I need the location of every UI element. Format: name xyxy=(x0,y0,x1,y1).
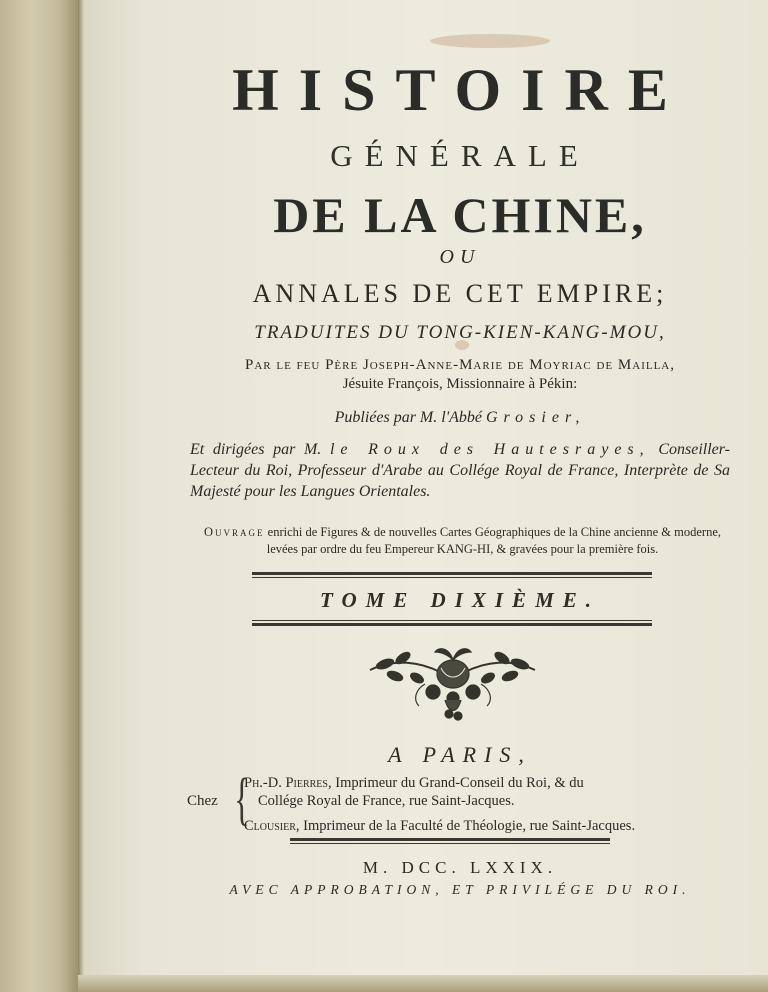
page-edge-shadow xyxy=(78,0,84,992)
author-role: Jésuite François, Missionnaire à Pékin: xyxy=(342,375,578,392)
title-ou: OU xyxy=(439,246,481,268)
bottom-rule-thick xyxy=(252,623,652,626)
publisher-intro: Publiées par M. l'Abbé xyxy=(334,409,486,426)
editor-block xyxy=(190,440,730,502)
author-block xyxy=(180,356,740,394)
printer-pierres-name: Ph.-D. Pierres xyxy=(244,775,328,791)
editor-titles: Conseiller-Lecteur du Roi, Professeur d'Arabe au Collége Royal de France, Interprète de Sa Majesté pour les Langues Orientales. xyxy=(190,441,731,500)
editor-name: le Roux des Hautesrayes, xyxy=(329,441,650,458)
imprint-rule-thin xyxy=(290,843,610,844)
chez-label: Chez xyxy=(187,793,218,809)
subtitle-generale: GÉNÉRALE xyxy=(330,138,590,173)
title-de-la-chine: DE LA CHINE, xyxy=(273,187,647,243)
publisher-name: Grosier, xyxy=(485,409,586,426)
floral-vignette-icon xyxy=(365,640,540,722)
printer-pierres-role: , Imprimeur du Grand-Conseil du Roi, & du xyxy=(327,775,584,791)
ouvrage-text: enrichi de Figures & de nouvelles Cartes Géographiques de la Chine ancienne & moderne, levées par ordre du feu Empereur KANG-HI, & gravées pour la première fois. xyxy=(264,525,721,556)
book-gutter xyxy=(0,0,78,992)
editor-intro: Et dirigées par M. xyxy=(190,441,330,458)
approbation-line: AVEC APPROBATION, ET PRIVILÉGE DU ROI. xyxy=(229,882,691,897)
main-title: HISTOIRE xyxy=(232,57,688,123)
imprint-rule-thick xyxy=(290,838,610,841)
publisher-line xyxy=(180,410,740,426)
ouvrage-label: Ouvrage xyxy=(204,525,265,539)
brace-icon: { xyxy=(234,766,250,831)
printer-clousier xyxy=(244,819,635,834)
printer-pierres xyxy=(244,776,584,791)
top-rule-thin xyxy=(252,577,652,578)
page-bottom-edge xyxy=(78,975,768,992)
ouvrage-note xyxy=(190,524,735,558)
title-traduites: TRADUITES DU TONG-KIEN-KANG-MOU, xyxy=(254,322,666,343)
author-intro: Par le feu Père xyxy=(245,357,363,373)
stain xyxy=(430,34,550,48)
printer-clousier-role: , Imprimeur de la Faculté de Théologie, rue Saint-Jacques. xyxy=(295,818,636,834)
publication-date: M. DCC. LXXIX. xyxy=(362,858,558,877)
printer-pierres-address: Collége Royal de France, rue Saint-Jacques. xyxy=(258,793,515,809)
volume-number: TOME DIXIÈME. xyxy=(320,588,600,612)
imprint-place: A PARIS, xyxy=(388,742,532,767)
top-rule-thick xyxy=(252,572,652,575)
author-name: Joseph-Anne-Marie de Moyriac de Mailla, xyxy=(362,357,675,373)
title-annales: ANNALES DE CET EMPIRE; xyxy=(252,279,668,308)
printer-clousier-name: Clousier xyxy=(244,818,296,834)
bottom-rule-thin xyxy=(252,620,652,621)
